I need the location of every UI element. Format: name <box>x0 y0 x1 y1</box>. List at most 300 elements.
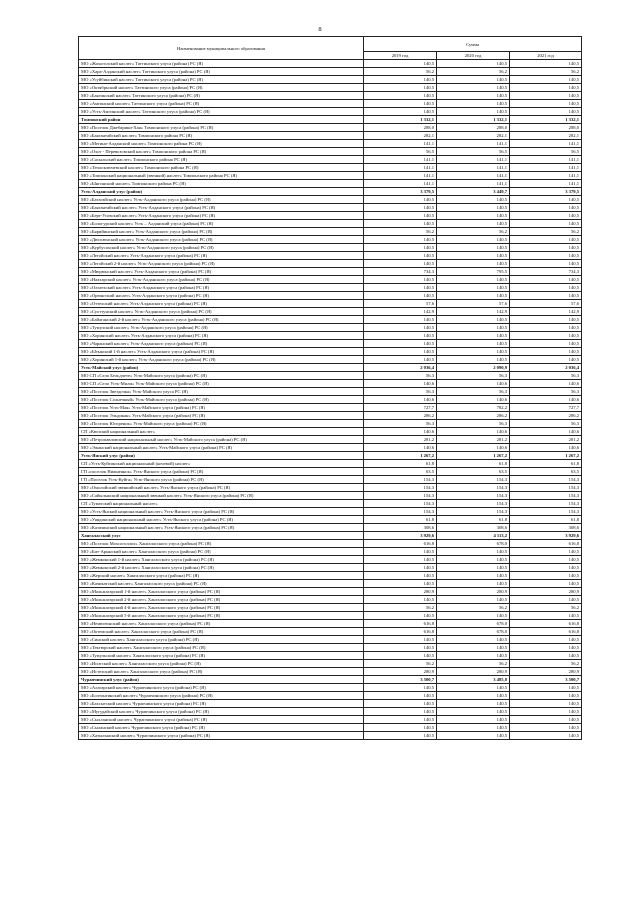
table-row <box>79 332 582 340</box>
municipality-name: МО «Усть-Амгинский наслег» Таттинского улуса (района) РС (Я) <box>79 108 364 116</box>
amount-2020: 140,5 <box>437 108 510 116</box>
header-year-2021: 2021 год <box>510 52 582 60</box>
district-row <box>79 188 582 196</box>
table-row <box>79 596 582 604</box>
amount-2020: 140,5 <box>437 292 510 300</box>
amount-2019: 56,2 <box>364 660 437 668</box>
amount-2020: 140,5 <box>437 356 510 364</box>
amount-2020: 4 113,2 <box>437 532 510 540</box>
municipality-name: ГП «поселок Нижнеянск» Усть-Янского улуса (района) РС (Я) <box>79 468 364 476</box>
amount-2019: 286,2 <box>364 412 437 420</box>
amount-2020: 57,6 <box>437 300 510 308</box>
table-row <box>79 140 582 148</box>
amount-2019: 61,8 <box>364 516 437 524</box>
amount-2020: 140,5 <box>437 612 510 620</box>
municipality-name: МО «Мюрюнский наслег» Усть-Алданского улуса (района) РС (Я) <box>79 268 364 276</box>
amount-2020: 141,1 <box>437 140 510 148</box>
municipality-name: МО «Легойский наслег» Усть-Алданского улуса (района) РС (Я) <box>79 252 364 260</box>
table-row <box>79 60 582 68</box>
amount-2020: 140,5 <box>437 236 510 244</box>
table-row <box>79 636 582 644</box>
amount-2019: 56,3 <box>364 388 437 396</box>
amount-2020: 140,5 <box>437 708 510 716</box>
table-row <box>79 644 582 652</box>
amount-2019: 140,5 <box>364 332 437 340</box>
amount-2020: 56,2 <box>437 660 510 668</box>
amount-2021: 56,3 <box>510 372 582 380</box>
amount-2021: 140,5 <box>510 564 582 572</box>
amount-2019: 140,5 <box>364 260 437 268</box>
amount-2019: 140,5 <box>364 236 437 244</box>
table-row <box>79 668 582 676</box>
amount-2019: 154,3 <box>364 476 437 484</box>
table-row <box>79 252 582 260</box>
amount-2020: 280,9 <box>437 588 510 596</box>
municipality-name: МО «Сайылыкский национальный эвенкий наслег» Усть-Янского улуса (района) РС (Я) <box>79 492 364 500</box>
amount-2019: 140,5 <box>364 212 437 220</box>
table-row <box>79 516 582 524</box>
municipality-name: МО «Жерский наслег» Хангаласского улуса (района) РС (Я) <box>79 572 364 580</box>
amount-2019: 140,5 <box>364 636 437 644</box>
amount-2020: 140,5 <box>437 60 510 68</box>
table-row <box>79 100 582 108</box>
municipality-name: МО «Немюгюнский наслег» Хангаласского улуса (района) РС (Я) <box>79 620 364 628</box>
municipality-name: МО «Охот - Перевозовский наслег» Томпонского района РС (Я) <box>79 148 364 156</box>
municipality-name: МО «Мальжагарский 2-й наслег» Хангаласского улуса (района) РС (Я) <box>79 596 364 604</box>
amount-2019: 140,6 <box>364 444 437 452</box>
table-row <box>79 724 582 732</box>
amount-2019: 140,5 <box>364 556 437 564</box>
municipality-name: МО «Тектюрский наслег» Хангаласского улуса (района) РС (Я) <box>79 644 364 652</box>
table-row <box>79 508 582 516</box>
table-row <box>79 612 582 620</box>
amount-2020: 140,5 <box>437 204 510 212</box>
amount-2019: 140,5 <box>364 564 437 572</box>
municipality-name: МО «Суоттунский наслег» Усть-Алданского улуса (района) РС (Я) <box>79 308 364 316</box>
table-row <box>79 484 582 492</box>
table-row <box>79 372 582 380</box>
amount-2020: 280,9 <box>437 668 510 676</box>
header-sum-column: Сумма <box>364 37 582 52</box>
amount-2019: 140,5 <box>364 276 437 284</box>
amount-2019: 140,6 <box>364 428 437 436</box>
amount-2019: 140,5 <box>364 732 437 740</box>
municipality-name: МО «Октябрьский наслег» Таттинского улуса (района) РС (Я) <box>79 84 364 92</box>
amount-2019: 140,5 <box>364 92 437 100</box>
amount-2019: 140,5 <box>364 252 437 260</box>
table-row <box>79 212 582 220</box>
amount-2020: 56,2 <box>437 604 510 612</box>
amount-2021: 154,3 <box>510 508 582 516</box>
amount-2019: 56,2 <box>364 68 437 76</box>
municipality-name: МО «Поселок Эльдикан» Усть-Майского улуса (района) РС (Я) <box>79 412 364 420</box>
table-row <box>79 132 582 140</box>
table-row <box>79 236 582 244</box>
municipality-name: МО «Сасыльский наслег» Томпонского района РС (Я) <box>79 156 364 164</box>
municipality-name: МО «Усть-Янский национальный наслег» Усть-Янского улуса (района) РС (Я) <box>79 508 364 516</box>
amount-2020: 140,5 <box>437 732 510 740</box>
amount-2021: 140,5 <box>510 340 582 348</box>
amount-2020: 141,1 <box>437 172 510 180</box>
amount-2021: 140,5 <box>510 612 582 620</box>
table-row <box>79 492 582 500</box>
amount-2021: 140,5 <box>510 108 582 116</box>
amount-2020: 140,5 <box>437 684 510 692</box>
municipality-name: МО «Поселок Югоренок» Усть-Майского улуса (района) РС (Я) <box>79 420 364 428</box>
amount-2019: 140,6 <box>364 396 437 404</box>
amount-2021: 141,1 <box>510 156 582 164</box>
amount-2020: 140,5 <box>437 196 510 204</box>
amount-2020: 56,5 <box>437 148 510 156</box>
amount-2019: 56,2 <box>364 604 437 612</box>
amount-2019: 140,5 <box>364 716 437 724</box>
amount-2019: 141,1 <box>364 156 437 164</box>
table-row <box>79 588 582 596</box>
amount-2020: 154,3 <box>437 492 510 500</box>
amount-2019: 727,7 <box>364 404 437 412</box>
amount-2020: 140,5 <box>437 324 510 332</box>
amount-2020: 140,5 <box>437 340 510 348</box>
municipality-name: МО «Мальжагарский 4-й наслег» Хангаласского улуса (района) РС (Я) <box>79 604 364 612</box>
amount-2020: 282,1 <box>437 132 510 140</box>
amount-2019: 61,8 <box>364 460 437 468</box>
amount-2020: 140,5 <box>437 316 510 324</box>
table-row <box>79 316 582 324</box>
amount-2020: 56,2 <box>437 228 510 236</box>
amount-2020: 140,5 <box>437 332 510 340</box>
table-row <box>79 292 582 300</box>
municipality-name: МО «Амгинский наслег» Таттинского улуса (района) РС (Я) <box>79 100 364 108</box>
amount-2019: 2 036,4 <box>364 364 437 372</box>
table-row <box>79 388 582 396</box>
amount-2019: 140,5 <box>364 700 437 708</box>
amount-2021: 282,1 <box>510 132 582 140</box>
table-row <box>79 684 582 692</box>
amount-2019: 140,5 <box>364 100 437 108</box>
amount-2019: 57,6 <box>364 300 437 308</box>
amount-2020: 140,5 <box>437 652 510 660</box>
table-row <box>79 148 582 156</box>
amount-2021: 154,3 <box>510 500 582 508</box>
amount-2020: 141,1 <box>437 156 510 164</box>
municipality-name: СП «Усть-Куйгинский национальный (кочевой) наслег» <box>79 460 364 468</box>
municipality-name: МО «Истехский наслег» Хангаласского улуса (района) РС (Я) <box>79 668 364 676</box>
municipality-name: Хангаласский улус <box>79 532 364 540</box>
table-row <box>79 92 582 100</box>
municipality-name: МО «Петропавловский национальный наслег» Усть-Майского улуса (района) РС (Я) <box>79 436 364 444</box>
amount-2020: 281,2 <box>437 436 510 444</box>
amount-2020: 154,3 <box>437 508 510 516</box>
amount-2019: 56,3 <box>364 372 437 380</box>
municipality-name: Усть-Алданский улус (район) <box>79 188 364 196</box>
amount-2021: 142,9 <box>510 308 582 316</box>
municipality-name: МО «Поселок Солнечный» Усть-Майского улуса (района) РС (Я) <box>79 396 364 404</box>
header-name-column: Наименование муниципального образования <box>79 37 364 60</box>
table-row <box>79 356 582 364</box>
amount-2020: 63,5 <box>437 468 510 476</box>
municipality-name: СП «Кюпский национальный наслег» <box>79 428 364 436</box>
amount-2020: 140,5 <box>437 348 510 356</box>
amount-2021: 140,5 <box>510 284 582 292</box>
amount-2021: 140,5 <box>510 332 582 340</box>
amount-2020: 2 090,9 <box>437 364 510 372</box>
amount-2019: 282,1 <box>364 132 437 140</box>
amount-2020: 56,3 <box>437 372 510 380</box>
amount-2020: 1 332,1 <box>437 116 510 124</box>
amount-2021: 140,5 <box>510 580 582 588</box>
municipality-name: МО «Бологурский наслег» Усть – Алданский улуса (района) РС (Я) <box>79 220 364 228</box>
municipality-name: МО «Хоринский наслег» Усть-Алданского улуса (района) РС (Я) <box>79 332 364 340</box>
amount-2019: 141,1 <box>364 140 437 148</box>
amount-2021: 140,6 <box>510 444 582 452</box>
amount-2019: 140,5 <box>364 692 437 700</box>
amount-2020: 678,0 <box>437 628 510 636</box>
header-year-2019: 2019 год <box>364 52 437 60</box>
table-row <box>79 404 582 412</box>
amount-2021: 140,5 <box>510 76 582 84</box>
municipality-name: МО «Баягантайский наслег» Томпонского района РС (Я) <box>79 132 364 140</box>
amount-2021: 280,9 <box>510 588 582 596</box>
amount-2019: 140,5 <box>364 644 437 652</box>
table-row <box>79 108 582 116</box>
amount-2020: 142,9 <box>437 308 510 316</box>
amount-2019: 3 379,5 <box>364 188 437 196</box>
amount-2020: 308,6 <box>437 524 510 532</box>
amount-2021: 140,5 <box>510 244 582 252</box>
amount-2021: 141,1 <box>510 180 582 188</box>
table-row <box>79 692 582 700</box>
amount-2019: 141,1 <box>364 172 437 180</box>
municipality-name: МО «Ытыкский 1-й наслег» Усть-Алданского улуса (района) РС (Я) <box>79 348 364 356</box>
amount-2019: 1 332,1 <box>364 116 437 124</box>
municipality-name: МО «Жохоголский наслег» Таттинского улуса (района) РС (Я) <box>79 60 364 68</box>
table-row <box>79 732 582 740</box>
amount-2020: 678,0 <box>437 540 510 548</box>
municipality-name: МО «Качикатский наслег» Хангаласского улуса (района) РС (Я) <box>79 580 364 588</box>
municipality-name: МО «Бит-Арынский наслег» Хангаласского улуса (района) РС (Я) <box>79 548 364 556</box>
amount-2021: 140,6 <box>510 396 582 404</box>
amount-2021: 141,1 <box>510 164 582 172</box>
amount-2021: 140,5 <box>510 276 582 284</box>
table-row <box>79 348 582 356</box>
municipality-name: МО «Мегино-Алданский наслег» Томпонского района РС (Я) <box>79 140 364 148</box>
district-row <box>79 452 582 460</box>
district-row <box>79 116 582 124</box>
table-row <box>79 260 582 268</box>
amount-2019: 616,8 <box>364 628 437 636</box>
table-body <box>79 60 582 740</box>
amount-2021: 140,5 <box>510 236 582 244</box>
table-row <box>79 276 582 284</box>
municipality-name: МО «Берт-Усовский наслег» Усть-Алданского улуса (района) РС (Я) <box>79 212 364 220</box>
municipality-name: ГП «Поселок Усть-Куйга» Усть-Янского улуса (района) РС (Я) <box>79 476 364 484</box>
amount-2019: 140,5 <box>364 284 437 292</box>
amount-2021: 140,5 <box>510 556 582 564</box>
table-row <box>79 700 582 708</box>
amount-2021: 56,2 <box>510 228 582 236</box>
table-row <box>79 660 582 668</box>
amount-2019: 141,1 <box>364 180 437 188</box>
amount-2021: 63,5 <box>510 468 582 476</box>
municipality-name: МО «Ынгинский наслег» Томпонского района РС (Я) <box>79 180 364 188</box>
amount-2021: 2 036,4 <box>510 364 582 372</box>
amount-2019: 142,9 <box>364 308 437 316</box>
table-row <box>79 284 582 292</box>
amount-2020: 140,5 <box>437 220 510 228</box>
municipality-name: МО «Поселок Мохсоголлох» Хангаласского улуса (района) РС (Я) <box>79 540 364 548</box>
table-row <box>79 308 582 316</box>
amount-2020: 140,5 <box>437 548 510 556</box>
table-row <box>79 460 582 468</box>
table-row <box>79 300 582 308</box>
amount-2021: 141,1 <box>510 172 582 180</box>
amount-2020: 782,2 <box>437 404 510 412</box>
municipality-name: МО «Чаранский наслег» Усть-Алданского улуса (района) РС (Я) <box>79 340 364 348</box>
amount-2020: 140,6 <box>437 396 510 404</box>
amount-2020: 140,5 <box>437 76 510 84</box>
municipality-name: МО «Тумульский наслег» Хангаласского улуса (района) РС (Я) <box>79 652 364 660</box>
amount-2020: 61,8 <box>437 516 510 524</box>
amount-2021: 154,3 <box>510 476 582 484</box>
amount-2020: 140,5 <box>437 284 510 292</box>
amount-2021: 140,5 <box>510 260 582 268</box>
amount-2021: 56,2 <box>510 68 582 76</box>
amount-2021: 280,9 <box>510 668 582 676</box>
municipality-name: МО «Уяндинский национальный наслег» Усть-Янского улуса (района) РС (Я) <box>79 516 364 524</box>
amount-2021: 61,8 <box>510 516 582 524</box>
amount-2019: 140,6 <box>364 380 437 388</box>
municipality-name: Усть-Янский улус (район) <box>79 452 364 460</box>
municipality-name: МО «Мальжагарский 1-й наслег» Хангаласского улуса (района) РС (Я) <box>79 588 364 596</box>
municipality-name: СП «Туматский национальный наслег» <box>79 500 364 508</box>
amount-2021: 3 929,6 <box>510 532 582 540</box>
amount-2019: 3 929,6 <box>364 532 437 540</box>
table-row <box>79 500 582 508</box>
table-row <box>79 620 582 628</box>
amount-2021: 140,5 <box>510 348 582 356</box>
amount-2021: 140,5 <box>510 684 582 692</box>
amount-2020: 1 267,2 <box>437 452 510 460</box>
municipality-name: МО «Сылланский наслег» Чурапчинского улуса (района) РС (Я) <box>79 716 364 724</box>
amount-2020: 3 485,8 <box>437 676 510 684</box>
amount-2019: 140,5 <box>364 108 437 116</box>
amount-2019: 140,5 <box>364 356 437 364</box>
municipality-name: МО «Оттехский наслег» Усть-Алданского улуса (района) РС (Я) <box>79 300 364 308</box>
table-row <box>79 572 582 580</box>
table-row <box>79 196 582 204</box>
amount-2021: 140,5 <box>510 644 582 652</box>
amount-2021: 140,5 <box>510 572 582 580</box>
amount-2019: 140,5 <box>364 196 437 204</box>
amount-2021: 1 267,2 <box>510 452 582 460</box>
amount-2020: 140,5 <box>437 212 510 220</box>
municipality-name: МО «Мальжагарский 5-й наслег» Хангаласского улуса (района) РС (Я) <box>79 612 364 620</box>
amount-2019: 140,5 <box>364 60 437 68</box>
table-row <box>79 708 582 716</box>
amount-2021: 56,3 <box>510 388 582 396</box>
municipality-name: МО «Поселок Звездочка» Усть-Майского улуса РС (Я) <box>79 388 364 396</box>
municipality-name: МО «Баягантайский наслег» Усть-Алданского улуса (района) РС (Я) <box>79 204 364 212</box>
amount-2020: 140,6 <box>437 444 510 452</box>
amount-2019: 140,5 <box>364 76 437 84</box>
amount-2021: 140,5 <box>510 292 582 300</box>
table-row <box>79 244 582 252</box>
amount-2019: 616,8 <box>364 540 437 548</box>
table-row <box>79 468 582 476</box>
table-row <box>79 716 582 724</box>
table-row <box>79 172 582 180</box>
amount-2021: 140,6 <box>510 380 582 388</box>
amount-2021: 140,5 <box>510 596 582 604</box>
amount-2021: 3 379,5 <box>510 188 582 196</box>
amount-2020: 140,5 <box>437 692 510 700</box>
amount-2021: 140,5 <box>510 324 582 332</box>
table-header <box>79 37 582 60</box>
municipality-name: Усть-Майский улус (район) <box>79 364 364 372</box>
amount-2020: 140,5 <box>437 84 510 92</box>
municipality-name: МО «Курбусахский наслег» Усть-Алданского улуса (района) РС (Я) <box>79 244 364 252</box>
amount-2020: 140,5 <box>437 100 510 108</box>
municipality-name: МО «Алагарский наслег» Чурапчинского улуса (района) РС (Я) <box>79 684 364 692</box>
municipality-name: МО «Эжанский национальный наслег» Усть-Майского улуса (района) РС (Я) <box>79 444 364 452</box>
amount-2020: 140,5 <box>437 244 510 252</box>
table-row <box>79 476 582 484</box>
municipality-name: МО «Жемконский 2-й наслег» Хангаласского улуса (района) РС (Я) <box>79 564 364 572</box>
municipality-name: МО «Тумулский наслег» Усть-Алданского улуса (района) РС (Я) <box>79 324 364 332</box>
amount-2021: 140,5 <box>510 356 582 364</box>
amount-2020: 140,5 <box>437 572 510 580</box>
municipality-name: МО «Иситский наслег» Хангаласского улуса (района) РС (Я) <box>79 660 364 668</box>
amount-2019: 63,5 <box>364 468 437 476</box>
municipality-name: МО «Байаганский 2-й наслег» Усть-Алданского улуса (района) РС (Я) <box>79 316 364 324</box>
amount-2019: 154,3 <box>364 500 437 508</box>
amount-2020: 795,5 <box>437 268 510 276</box>
amount-2019: 140,5 <box>364 244 437 252</box>
table-row <box>79 548 582 556</box>
amount-2019: 56,5 <box>364 148 437 156</box>
amount-2021: 140,5 <box>510 716 582 724</box>
table-row <box>79 428 582 436</box>
header-year-2020: 2020 год <box>437 52 510 60</box>
amount-2021: 56,5 <box>510 148 582 156</box>
municipality-name: МО «Легойский 2-й наслег» Усть-Алданского улуса (района) РС (Я) <box>79 260 364 268</box>
amount-2021: 140,5 <box>510 636 582 644</box>
amount-2019: 56,3 <box>364 420 437 428</box>
municipality-name: МО «Томпонский национальный (эвенкий) наслег» Томпонского района РС (Я) <box>79 172 364 180</box>
amount-2020: 140,5 <box>437 564 510 572</box>
amount-2019: 140,5 <box>364 572 437 580</box>
municipality-name: МО «Баягинский наслег» Таттинского улуса (района) РС (Я) <box>79 92 364 100</box>
municipality-name: МО «Омолойский эвенкийский наслег» Усть-Янского улуса (района) РС (Я) <box>79 484 364 492</box>
amount-2021: 286,2 <box>510 412 582 420</box>
amount-2020: 140,6 <box>437 380 510 388</box>
amount-2020: 154,3 <box>437 500 510 508</box>
amount-2020: 140,5 <box>437 252 510 260</box>
amount-2021: 140,6 <box>510 428 582 436</box>
municipality-name: МО «Усуйбинский наслег» Таттинского улуса (района) РС (Я) <box>79 76 364 84</box>
amount-2021: 56,2 <box>510 604 582 612</box>
amount-2021: 281,2 <box>510 436 582 444</box>
amount-2021: 140,5 <box>510 196 582 204</box>
amount-2020: 140,5 <box>437 716 510 724</box>
amount-2019: 308,6 <box>364 524 437 532</box>
amount-2019: 140,5 <box>364 596 437 604</box>
amount-2019: 288,0 <box>364 124 437 132</box>
municipality-name: МО «Мугудайский наслег» Чурапчинского улуса (района) РС (Я) <box>79 708 364 716</box>
amount-2019: 154,3 <box>364 508 437 516</box>
amount-2021: 140,5 <box>510 724 582 732</box>
budget-table <box>78 36 582 740</box>
